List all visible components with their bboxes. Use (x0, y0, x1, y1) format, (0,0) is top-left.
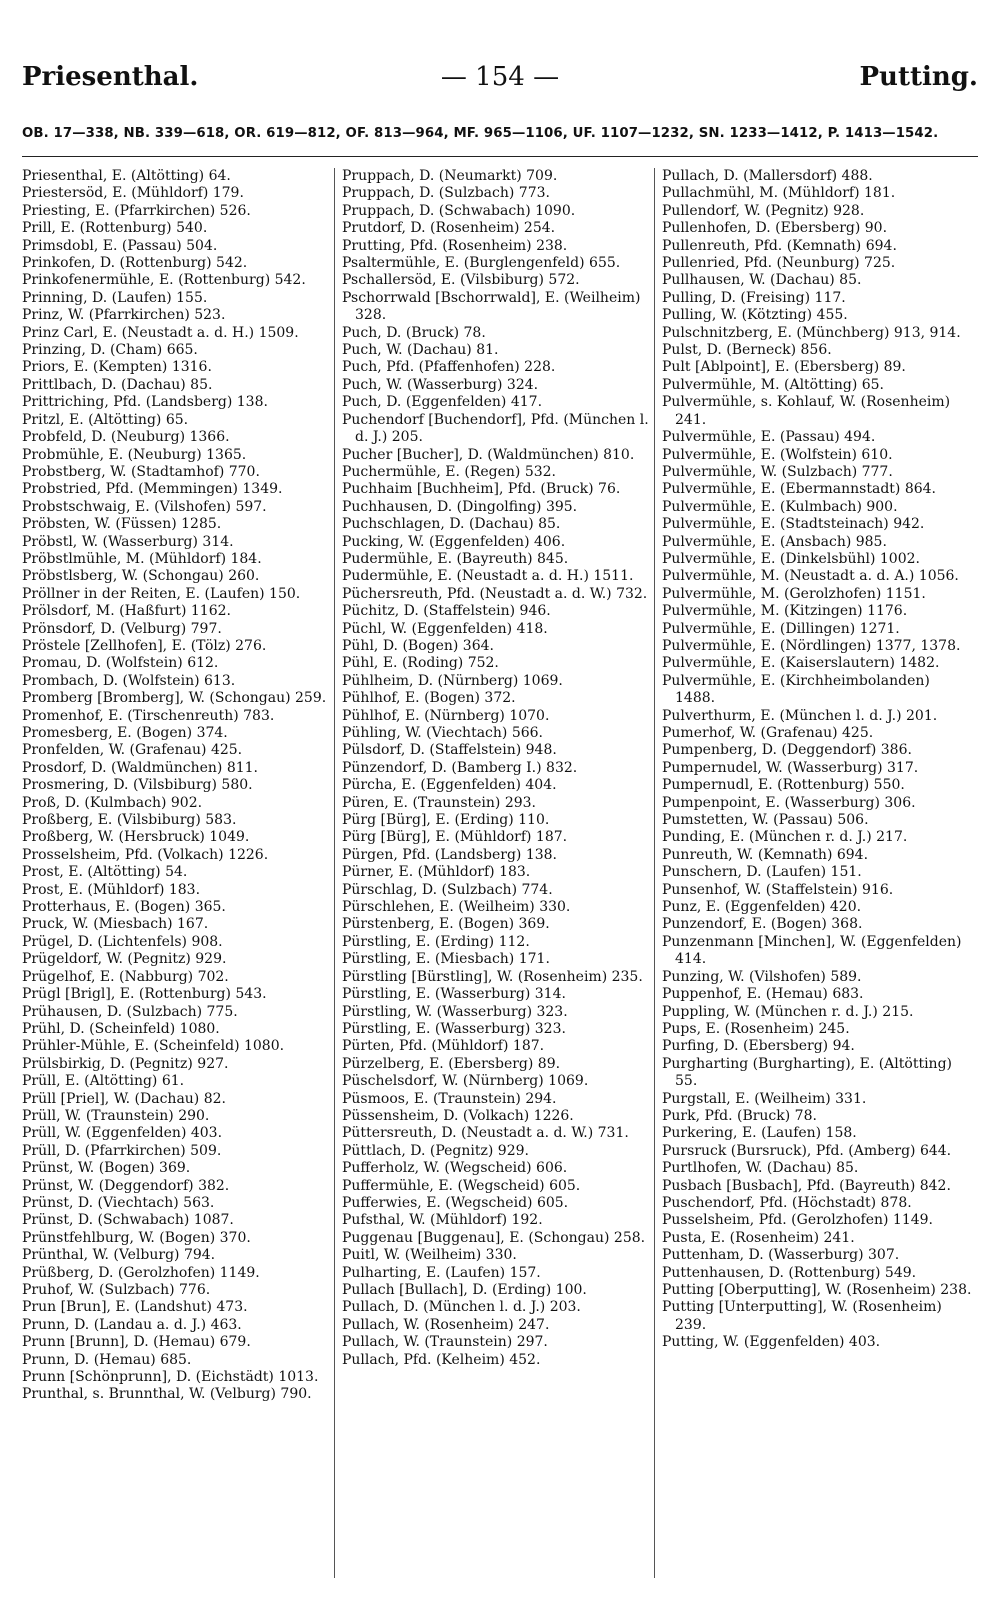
index-entry: Priestersöd, E. (Mühldorf) 179. (22, 185, 244, 202)
index-entry: Psaltermühle, E. (Burglengenfeld) 655. (342, 255, 621, 272)
index-entry: Pursruck (Bursruck), Pfd. (Amberg) 644. (662, 1142, 952, 1159)
index-entry: Pulvermühle, M. (Kitzingen) 1176. (662, 603, 908, 620)
index-entry: Prünthal, W. (Velburg) 794. (22, 1247, 216, 1264)
index-entry: Puttenhausen, D. (Rottenburg) 549. (662, 1264, 917, 1281)
index-entry: Pröbsten, W. (Füssen) 1285. (22, 516, 222, 533)
index-entry: Pulvermühle, E. (Kulmbach) 900. (662, 498, 898, 515)
index-entry: Pusta, E. (Rosenheim) 241. (662, 1229, 855, 1246)
index-entry: Pünzendorf, D. (Bamberg I.) 832. (342, 759, 578, 776)
index-entry: Putting [Unterputting], W. (Rosenheim) 239. (662, 1299, 942, 1333)
index-entry: Püttersreuth, D. (Neustadt a. d. W.) 731. (342, 1125, 629, 1142)
column-3 (662, 168, 972, 1352)
index-entry: Priesting, E. (Pfarrkirchen) 526. (22, 202, 251, 219)
index-entry: Prüll, W. (Traunstein) 290. (22, 1107, 210, 1124)
page-number: — 154 — (440, 62, 560, 92)
index-entry: Pulvermühle, E. (Ansbach) 985. (662, 533, 887, 550)
index-entry: Puffermühle, E. (Wegscheid) 605. (342, 1177, 581, 1194)
index-entry: Prunn [Schönprunn], D. (Eichstädt) 1013. (22, 1369, 319, 1386)
index-entry: Purtlhofen, W. (Dachau) 85. (662, 1160, 859, 1177)
index-entry: Prinzing, D. (Cham) 665. (22, 342, 198, 359)
index-entry: Puchschlagen, D. (Dachau) 85. (342, 516, 561, 533)
index-entry: Pürstling, E. (Miesbach) 171. (342, 951, 550, 968)
index-entry: Prinz Carl, E. (Neustadt a. d. H.) 1509. (22, 324, 299, 341)
index-entry: Pumpenpoint, E. (Wasserburg) 306. (662, 794, 916, 811)
index-entry: Prühler-Mühle, E. (Scheinfeld) 1080. (22, 1038, 285, 1055)
index-entry: Pumpenberg, D. (Deggendorf) 386. (662, 742, 912, 759)
index-entry: Pürschlag, D. (Sulzbach) 774. (342, 881, 553, 898)
index-entry: Pürten, Pfd. (Mühldorf) 187. (342, 1038, 545, 1055)
index-entry: Pürgen, Pfd. (Landsberg) 138. (342, 846, 558, 863)
index-entry: Punreuth, W. (Kemnath) 694. (662, 846, 869, 863)
index-entry: Pürg [Bürg], E. (Mühldorf) 187. (342, 829, 568, 846)
index-entry: Prüll, W. (Eggenfelden) 403. (22, 1125, 223, 1142)
index-entry: Puchermühle, E. (Regen) 532. (342, 463, 556, 480)
index-entry: Püchitz, D. (Staffelstein) 946. (342, 603, 551, 620)
index-entry: Pruppach, D. (Neumarkt) 709. (342, 168, 558, 184)
index-entry: Prölsdorf, M. (Haßfurt) 1162. (22, 603, 231, 620)
index-entry: Pröbstlsberg, W. (Schongau) 260. (22, 568, 260, 585)
index-entry: Prühausen, D. (Sulzbach) 775. (22, 1003, 238, 1020)
index-entry: Prünst, D. (Schwabach) 1087. (22, 1212, 234, 1229)
index-entry: Promesberg, E. (Bogen) 374. (22, 725, 228, 741)
index-entry: Pulling, W. (Kötzting) 455. (662, 307, 848, 324)
index-entry: Prünstfehlburg, W. (Bogen) 370. (22, 1229, 251, 1246)
index-entry: Pulvermühle, M. (Altötting) 65. (662, 376, 884, 393)
index-entry: Pürner, E. (Mühldorf) 183. (342, 864, 531, 881)
column-2 (342, 168, 652, 1369)
index-entry: Prunn, D. (Landau a. d. J.) 463. (22, 1316, 242, 1333)
index-entry: Prun [Brun], E. (Landshut) 473. (22, 1299, 248, 1316)
index-entry: Prosdorf, D. (Waldmünchen) 811. (22, 759, 258, 776)
index-entry: Pullhausen, W. (Dachau) 85. (662, 272, 862, 289)
index-entry: Priesenthal, E. (Altötting) 64. (22, 168, 231, 184)
index-entry: Proßberg, E. (Vilsbiburg) 583. (22, 812, 237, 829)
index-entry: Pullach [Bullach], D. (Erding) 100. (342, 1282, 587, 1298)
index-entry: Pürstling [Bürstling], W. (Rosenheim) 235. (342, 968, 643, 985)
index-entry: Püschelsdorf, W. (Nürnberg) 1069. (342, 1073, 589, 1090)
index-entry: Priors, E. (Kempten) 1316. (22, 359, 212, 376)
index-entry: Pumpernudl, E. (Rottenburg) 550. (662, 777, 905, 794)
index-entry: Pronfelden, W. (Grafenau) 425. (22, 742, 243, 759)
index-entry: Pulverthurm, E. (München l. d. J.) 201. (662, 707, 938, 724)
index-entry: Püsmoos, E. (Traunstein) 294. (342, 1090, 557, 1107)
index-entry: Putting [Oberputting], W. (Rosenheim) 238. (662, 1282, 972, 1298)
index-entry: Puschendorf, Pfd. (Höchstadt) 878. (662, 1194, 912, 1211)
index-entry: Prombach, D. (Wolfstein) 613. (22, 672, 236, 689)
index-entry: Pulvermühle, E. (Ebermannstadt) 864. (662, 481, 936, 498)
index-entry: Pulvermühle, M. (Gerolzhofen) 1151. (662, 585, 926, 602)
index-entry: Pulvermühle, E. (Wolfstein) 610. (662, 446, 893, 463)
index-entry: Pullendorf, W. (Pegnitz) 928. (662, 202, 865, 219)
index-entry: Pulvermühle, E. (Dillingen) 1271. (662, 620, 900, 637)
index-entry: Punzing, W. (Vilshofen) 589. (662, 968, 862, 985)
index-entry: Pusselsheim, Pfd. (Gerolzhofen) 1149. (662, 1212, 933, 1229)
index-entry: Pritzl, E. (Altötting) 65. (22, 411, 189, 428)
index-entry: Pulschnitzberg, E. (Münchberg) 913, 914. (662, 324, 961, 341)
index-entry: Pühling, W. (Viechtach) 566. (342, 725, 543, 741)
index-entry: Prosmering, D. (Vilsbiburg) 580. (22, 777, 253, 794)
index-entry: Prost, E. (Altötting) 54. (22, 864, 188, 881)
index-entry: Prunn [Brunn], D. (Hemau) 679. (22, 1334, 251, 1351)
index-entry: Pruck, W. (Miesbach) 167. (22, 916, 209, 933)
index-entry: Pufferwies, E. (Wegscheid) 605. (342, 1194, 569, 1211)
column-1 (22, 168, 332, 1404)
index-entry: Pühl, D. (Bogen) 364. (342, 637, 494, 654)
index-entry: Püttlach, D. (Pegnitz) 929. (342, 1142, 529, 1159)
index-entry: Pullach, W. (Traunstein) 297. (342, 1334, 548, 1351)
index-entry: Prünst, W. (Deggendorf) 382. (22, 1177, 230, 1194)
index-entry: Pürstling, E. (Wasserburg) 314. (342, 986, 566, 1003)
index-entry: Pschallersöd, E. (Vilsbiburg) 572. (342, 272, 580, 289)
index-entry: Prünst, D. (Viechtach) 563. (22, 1194, 215, 1211)
index-entry: Pucher [Bucher], D. (Waldmünchen) 810. (342, 446, 635, 463)
index-entry: Punzenmann [Minchen], W. (Eggenfelden) 414. (662, 933, 962, 968)
index-entry: Pröbstlmühle, M. (Mühldorf) 184. (22, 550, 262, 567)
index-entry: Pucking, W. (Eggenfelden) 406. (342, 533, 566, 550)
index-entry: Puchhaim [Buchheim], Pfd. (Bruck) 76. (342, 481, 621, 498)
column-divider (654, 168, 655, 1578)
index-entry: Prittriching, Pfd. (Landsberg) 138. (22, 394, 268, 411)
header-last-entry: Putting. (859, 62, 978, 92)
index-entry: Pult [Ablpoint], E. (Ebersberg) 89. (662, 359, 906, 376)
index-entry: Pröstele [Zellhofen], E. (Tölz) 276. (22, 637, 267, 654)
index-entry: Pühlheim, D. (Nürnberg) 1069. (342, 672, 563, 689)
index-entry: Prost, E. (Mühldorf) 183. (22, 881, 201, 898)
index-entry: Püchl, W. (Eggenfelden) 418. (342, 620, 548, 637)
index-entry: Promau, D. (Wolfstein) 612. (22, 655, 219, 672)
index-entry: Purk, Pfd. (Bruck) 78. (662, 1107, 817, 1124)
header-first-entry: Priesenthal. (22, 62, 199, 92)
index-entry: Püren, E. (Traunstein) 293. (342, 794, 536, 811)
column-divider (334, 168, 335, 1578)
index-entry: Purkering, E. (Laufen) 158. (662, 1125, 857, 1142)
index-entry: Probstschwaig, E. (Vilshofen) 597. (22, 498, 267, 515)
index-entry: Puch, D. (Eggenfelden) 417. (342, 394, 543, 411)
index-entry: Puttenham, D. (Wasserburg) 307. (662, 1247, 900, 1264)
index-entry: Punschern, D. (Laufen) 151. (662, 864, 862, 881)
index-entry: Pullenhofen, D. (Ebersberg) 90. (662, 220, 888, 237)
index-entry: Pulvermühle, E. (Kaiserslautern) 1482. (662, 655, 940, 672)
index-entry: Prüll [Priel], W. (Dachau) 82. (22, 1090, 226, 1107)
index-entry: Pusbach [Busbach], Pfd. (Bayreuth) 842. (662, 1177, 951, 1194)
index-entry: Pufferholz, W. (Wegscheid) 606. (342, 1160, 568, 1177)
index-entry: Pürstling, E. (Wasserburg) 323. (342, 1020, 566, 1037)
index-entry: Pullach, D. (Mallersdorf) 488. (662, 168, 873, 184)
index-entry: Puppenhof, E. (Hemau) 683. (662, 986, 864, 1003)
index-entry: Prosselsheim, Pfd. (Volkach) 1226. (22, 846, 269, 863)
index-entry: Pülsdorf, D. (Staffelstein) 948. (342, 742, 557, 759)
header-rule (22, 156, 978, 157)
index-entry: Pürstling, W. (Wasserburg) 323. (342, 1003, 568, 1020)
index-entry: Promberg [Bromberg], W. (Schongau) 259. (22, 690, 327, 707)
index-entry: Pühlhof, E. (Bogen) 372. (342, 690, 516, 707)
index-entry: Punz, E. (Eggenfelden) 420. (662, 899, 862, 916)
index-entry: Prill, E. (Rottenburg) 540. (22, 220, 208, 237)
index-entry: Pulling, D. (Freising) 117. (662, 289, 846, 306)
index-entry: Pullenried, Pfd. (Neunburg) 725. (662, 255, 896, 272)
index-entry: Probfeld, D. (Neuburg) 1366. (22, 429, 230, 446)
index-entry: Pumerhof, W. (Grafenau) 425. (662, 725, 874, 741)
index-entry: Pühl, E. (Roding) 752. (342, 655, 499, 672)
index-entry: Prutdorf, D. (Rosenheim) 254. (342, 220, 556, 237)
index-entry: Püchersreuth, Pfd. (Neustadt a. d. W.) 732. (342, 585, 648, 602)
index-entry: Pürstling, E. (Erding) 112. (342, 933, 530, 950)
index-entry: Probstried, Pfd. (Memmingen) 1349. (22, 481, 283, 498)
index-entry: Promenhof, E. (Tirschenreuth) 783. (22, 707, 275, 724)
index-entry: Prünst, W. (Bogen) 369. (22, 1160, 191, 1177)
index-entry: Pullach, D. (München l. d. J.) 203. (342, 1299, 581, 1316)
index-entry: Pulst, D. (Berneck) 856. (662, 342, 832, 359)
index-entry: Pullenreuth, Pfd. (Kemnath) 694. (662, 237, 897, 254)
index-entry: Punding, E. (München r. d. J.) 217. (662, 829, 908, 846)
district-abbreviations: OB. 17—338, NB. 339—618, OR. 619—812, OF. 813—964, MF. 965—1106, UF. 1107—1232, SN. 1233—1412, P. 1413—1542. (22, 126, 939, 141)
index-entry: Pulvermühle, s. Kohlauf, W. (Rosenheim) 241. (662, 394, 951, 428)
index-entry: Puch, D. (Bruck) 78. (342, 324, 486, 341)
index-entry: Probstberg, W. (Stadtamhof) 770. (22, 463, 260, 480)
index-entry: Prinkofen, D. (Rottenburg) 542. (22, 255, 248, 272)
index-entry: Pumstetten, W. (Passau) 506. (662, 812, 869, 829)
index-entry: Pulvermühle, E. (Stadtsteinach) 942. (662, 516, 925, 533)
page-header (22, 62, 978, 110)
index-entry: Pürzelberg, E. (Ebersberg) 89. (342, 1055, 561, 1072)
index-entry: Punzendorf, E. (Bogen) 368. (662, 916, 863, 933)
index-entry: Pruppach, D. (Sulzbach) 773. (342, 185, 550, 202)
index-entry: Puitl, W. (Weilheim) 330. (342, 1247, 517, 1264)
index-entry: Puppling, W. (München r. d. J.) 215. (662, 1003, 914, 1020)
index-entry: Pürg [Bürg], E. (Erding) 110. (342, 812, 550, 829)
index-entry: Punsenhof, W. (Staffelstein) 916. (662, 881, 894, 898)
index-entry: Pruppach, D. (Schwabach) 1090. (342, 202, 576, 219)
index-entry: Proßberg, W. (Hersbruck) 1049. (22, 829, 250, 846)
index-entry: Pürstenberg, E. (Bogen) 369. (342, 916, 550, 933)
index-entry: Prinz, W. (Pfarrkirchen) 523. (22, 307, 226, 324)
index-entry: Pühlhof, E. (Nürnberg) 1070. (342, 707, 550, 724)
index-entry: Pröllner in der Reiten, E. (Laufen) 150. (22, 585, 301, 602)
index-entry: Puchhausen, D. (Dingolfing) 395. (342, 498, 578, 515)
index-entry: Pufsthal, W. (Mühldorf) 192. (342, 1212, 543, 1229)
index-entry: Pulvermühle, E. (Nördlingen) 1377, 1378. (662, 637, 961, 654)
index-entry: Prüll, D. (Pfarrkirchen) 509. (22, 1142, 222, 1159)
index-entry: Protterhaus, E. (Bogen) 365. (22, 899, 226, 916)
index-entry: Prügel, D. (Lichtenfels) 908. (22, 933, 223, 950)
index-entry: Pulvermühle, W. (Sulzbach) 777. (662, 463, 893, 480)
index-entry: Prüßberg, D. (Gerolzhofen) 1149. (22, 1264, 260, 1281)
index-entry: Pumpernudel, W. (Wasserburg) 317. (662, 759, 919, 776)
index-entry: Prügelhof, E. (Nabburg) 702. (22, 968, 229, 985)
index-entry: Pulvermühle, M. (Neustadt a. d. A.) 1056. (662, 568, 959, 585)
index-entry: Prönsdorf, D. (Velburg) 797. (22, 620, 222, 637)
index-entry: Proß, D. (Kulmbach) 902. (22, 794, 203, 811)
index-entry: Pürschlehen, E. (Weilheim) 330. (342, 899, 571, 916)
index-entry: Putting, W. (Eggenfelden) 403. (662, 1334, 881, 1351)
index-entry: Pulvermühle, E. (Kirchheimbolanden) 1488. (662, 672, 930, 707)
index-entry: Pups, E. (Rosenheim) 245. (662, 1020, 850, 1037)
index-entry: Prinning, D. (Laufen) 155. (22, 289, 208, 306)
index-entry: Probmühle, E. (Neuburg) 1365. (22, 446, 247, 463)
index-entry: Pulvermühle, E. (Passau) 494. (662, 429, 876, 446)
index-entry: Pullachmühl, M. (Mühldorf) 181. (662, 185, 896, 202)
index-entry: Primsdobl, E. (Passau) 504. (22, 237, 218, 254)
index-entry: Pürcha, E. (Eggenfelden) 404. (342, 777, 557, 794)
index-entry: Purfing, D. (Ebersberg) 94. (662, 1038, 855, 1055)
index-entry: Purgstall, E. (Weilheim) 331. (662, 1090, 867, 1107)
index-entry: Pullach, Pfd. (Kelheim) 452. (342, 1351, 541, 1368)
index-entry: Puchendorf [Buchendorf], Pfd. (München l. d. J.) 205. (342, 411, 649, 446)
index-entry: Prunn, D. (Hemau) 685. (22, 1351, 192, 1368)
index-entry: Purgharting (Burgharting), E. (Altötting) 55. (662, 1055, 952, 1090)
index-entry: Prügl [Brigl], E. (Rottenburg) 543. (22, 986, 267, 1003)
index-entry: Pullach, W. (Rosenheim) 247. (342, 1316, 550, 1333)
index-entry: Pröbstl, W. (Wasserburg) 314. (22, 533, 234, 550)
index-entry: Püssensheim, D. (Volkach) 1226. (342, 1107, 574, 1124)
index-entry: Pschorrwald [Bschorrwald], E. (Weilheim) 328. (342, 289, 641, 324)
index-entry: Pulharting, E. (Laufen) 157. (342, 1264, 541, 1281)
index-entry: Puggenau [Buggenau], E. (Schongau) 258. (342, 1229, 646, 1246)
index-entry: Prutting, Pfd. (Rosenheim) 238. (342, 237, 568, 254)
index-entry: Prunthal, s. Brunnthal, W. (Velburg) 790. (22, 1386, 312, 1403)
index-entry: Prühl, D. (Scheinfeld) 1080. (22, 1020, 220, 1037)
index-entry: Pudermühle, E. (Neustadt a. d. H.) 1511. (342, 568, 634, 585)
index-entry: Prüll, E. (Altötting) 61. (22, 1073, 185, 1090)
index-entry: Puch, W. (Wasserburg) 324. (342, 376, 539, 393)
index-entry: Pudermühle, E. (Bayreuth) 845. (342, 550, 569, 567)
index-entry: Pruhof, W. (Sulzbach) 776. (22, 1282, 211, 1298)
index-entry: Prügeldorf, W. (Pegnitz) 929. (22, 951, 227, 968)
index-entry: Pulvermühle, E. (Dinkelsbühl) 1002. (662, 550, 920, 567)
index-entry: Prülsbirkig, D. (Pegnitz) 927. (22, 1055, 229, 1072)
index-entry: Puch, W. (Dachau) 81. (342, 342, 499, 359)
index-entry: Prittlbach, D. (Dachau) 85. (22, 376, 213, 393)
index-entry: Prinkofenermühle, E. (Rottenburg) 542. (22, 272, 306, 289)
index-entry: Puch, Pfd. (Pfaffenhofen) 228. (342, 359, 556, 376)
